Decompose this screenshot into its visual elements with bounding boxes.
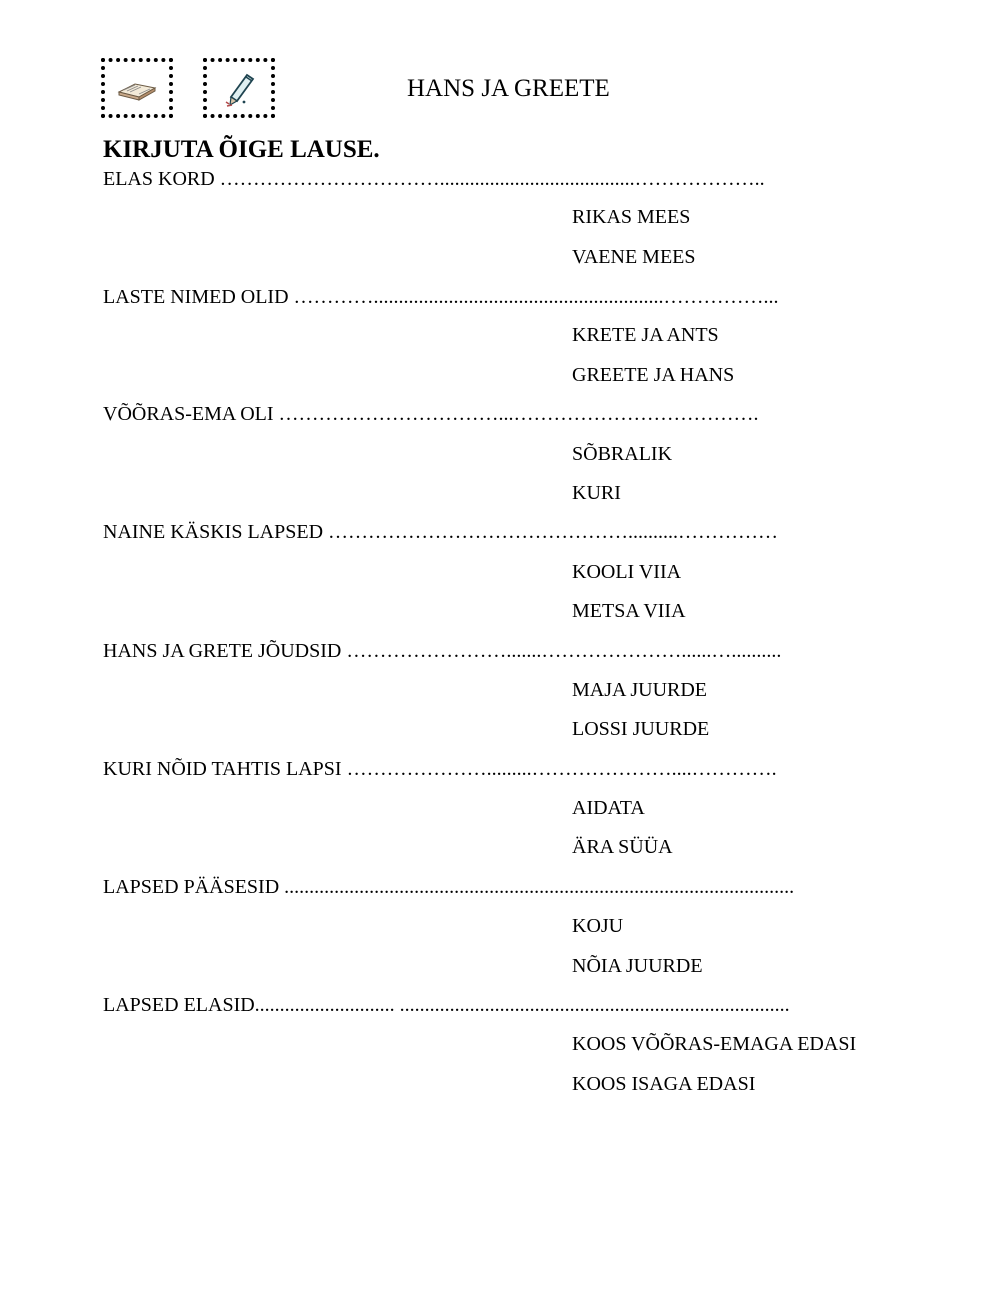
option-8b[interactable]: KOOS ISAGA EDASI xyxy=(572,1073,756,1095)
pencil-icon xyxy=(222,68,256,108)
option-5b[interactable]: LOSSI JUURDE xyxy=(572,718,710,740)
option-8a[interactable]: KOOS VÕÕRAS-EMAGA EDASI xyxy=(572,1033,857,1055)
option-4a[interactable]: KOOLI VIIA xyxy=(572,561,682,583)
option-1a[interactable]: RIKAS MEES xyxy=(572,206,691,228)
book-icon-box xyxy=(101,58,173,118)
instruction-heading: KIRJUTA ÕIGE LAUSE. xyxy=(103,136,380,163)
option-3b[interactable]: KURI xyxy=(572,482,621,504)
book-icon xyxy=(115,74,159,102)
worksheet-title: HANS JA GREETE xyxy=(407,75,610,102)
question-line-4: NAINE KÄSKIS LAPSED ………………………………………..........…………… xyxy=(103,521,779,543)
option-7b[interactable]: NÕIA JUURDE xyxy=(572,955,703,977)
option-6a[interactable]: AIDATA xyxy=(572,797,645,819)
question-line-1: ELAS KORD …………………………….......................................……………….. xyxy=(103,168,765,190)
question-line-5: HANS JA GRETE JÕUDSID …………………….......…………………......….......... xyxy=(103,640,782,662)
question-line-2: LASTE NIMED OLID …………..........................................................……………... xyxy=(103,286,779,308)
pencil-icon-box xyxy=(203,58,275,118)
question-line-3: VÕÕRAS-EMA OLI ……………………………...………………………………. xyxy=(103,403,759,425)
option-1b[interactable]: VAENE MEES xyxy=(572,246,696,268)
option-4b[interactable]: METSA VIIA xyxy=(572,600,686,622)
question-line-7: LAPSED PÄÄSESID ...................................................................................................... xyxy=(103,876,795,898)
option-2a[interactable]: KRETE JA ANTS xyxy=(572,324,719,346)
question-line-6: KURI NÕID TAHTIS LAPSI ………………….........…………………....…………. xyxy=(103,758,777,780)
question-line-8: LAPSED ELASID............................ .............................................................................. xyxy=(103,994,790,1016)
option-2b[interactable]: GREETE JA HANS xyxy=(572,364,735,386)
option-3a[interactable]: SÕBRALIK xyxy=(572,443,673,465)
option-5a[interactable]: MAJA JUURDE xyxy=(572,679,708,701)
option-7a[interactable]: KOJU xyxy=(572,915,624,937)
option-6b[interactable]: ÄRA SÜÜA xyxy=(572,836,673,858)
